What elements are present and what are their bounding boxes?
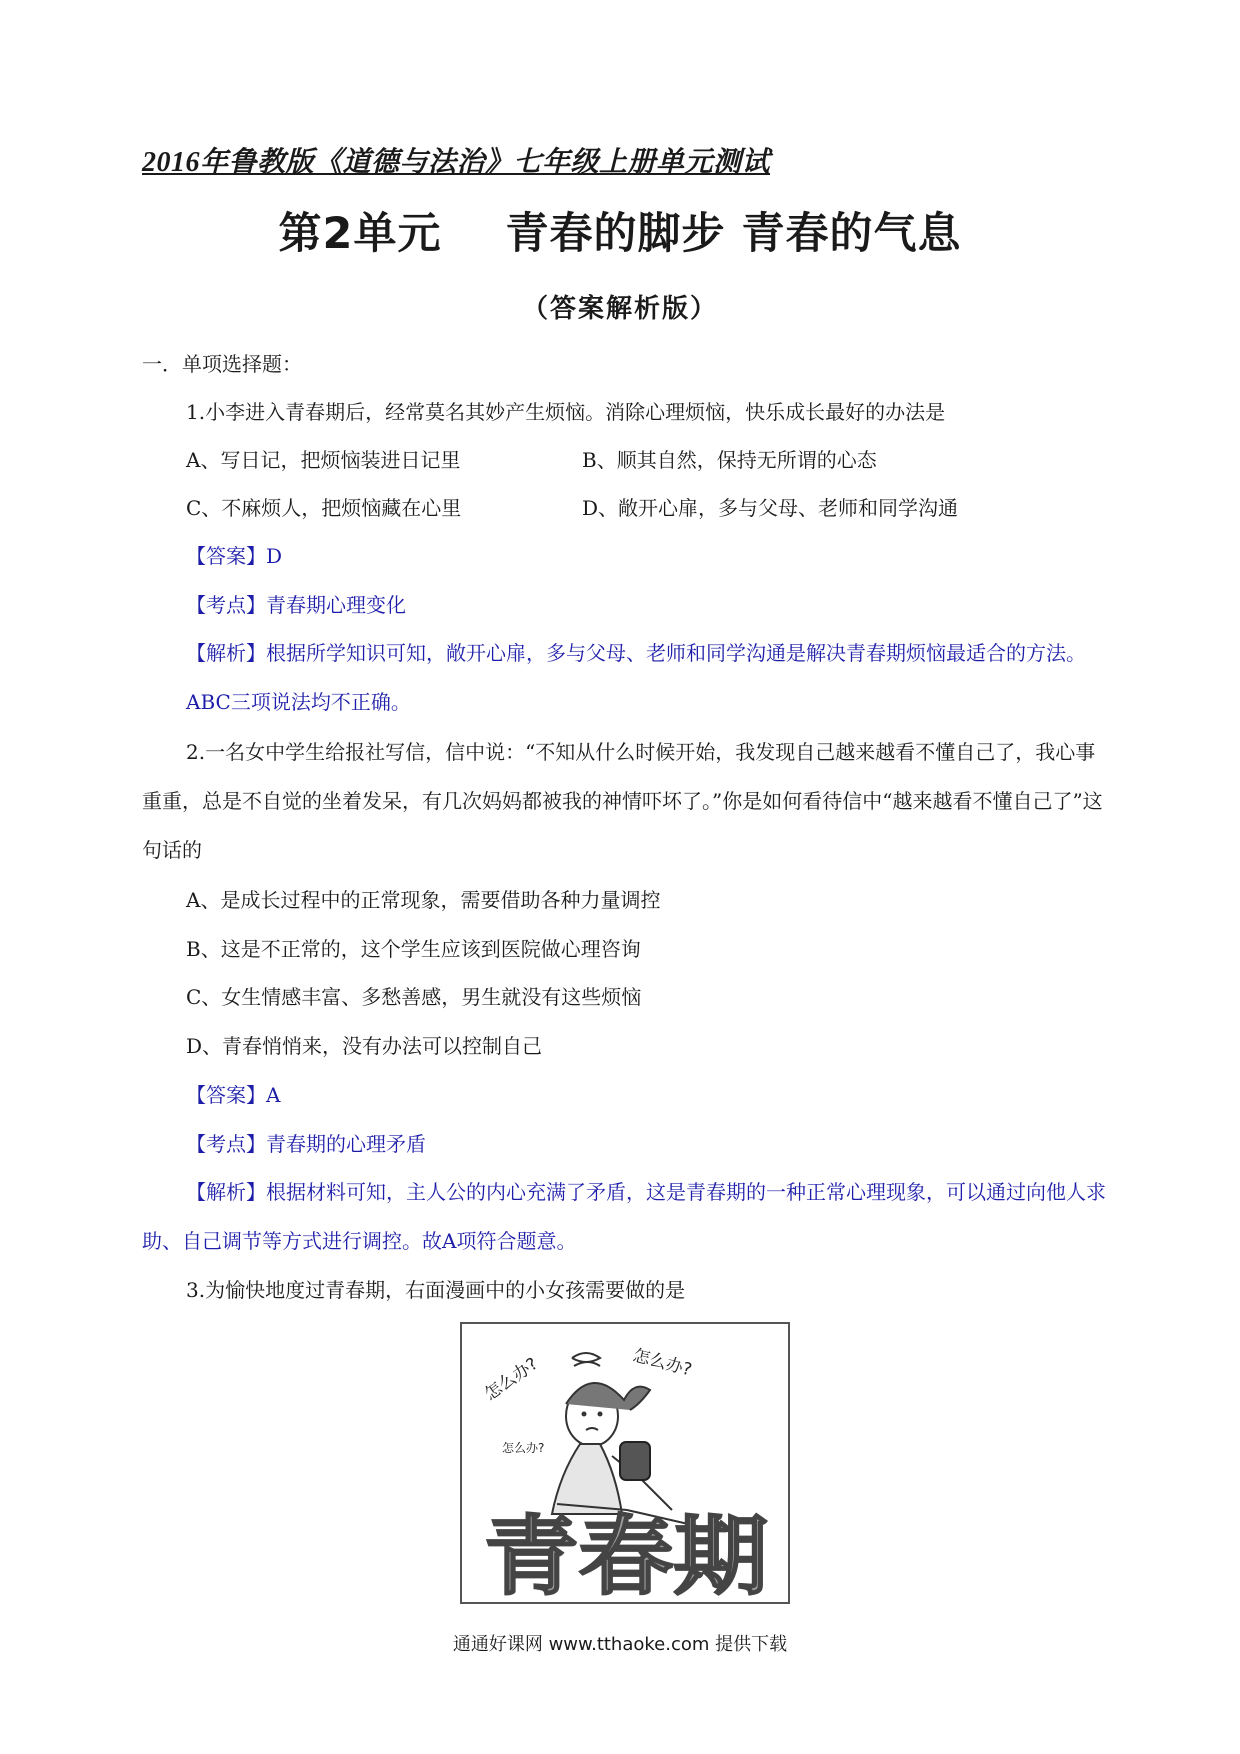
section-heading: 一．单项选择题：: [142, 352, 302, 376]
question-2-stem: 2.一名女中学生给报社写信，信中说：“不知从什么时候开始，我发现自己越来越看不懂自己了，我心事重重，总是不自觉的坐着发呆，有几次妈妈都被我的神情吓坏了。”你是如何看待信中“越来越看不懂自己了”这句话的: [142, 740, 1103, 862]
confusion-swirl-icon: [572, 1353, 600, 1366]
unit-name: 青春的脚步 青春的气息: [505, 209, 962, 259]
question-2-answer: 【答案】A: [186, 1083, 281, 1107]
question-1-option-c: C、不麻烦人，把烦恼藏在心里: [186, 496, 462, 520]
edition-label: （答案解析版）: [521, 294, 718, 324]
cartoon-image: [460, 1322, 790, 1604]
question-1-answer: 【答案】D: [186, 544, 283, 568]
cartoon-banner: 青春期: [484, 1507, 768, 1602]
question-1-stem: 1.小李进入青春期后，经常莫名其妙产生烦恼。消除心理烦恼，快乐成长最好的办法是: [186, 400, 946, 424]
question-1-analysis: 【解析】根据所学知识可知，敞开心扉，多与父母、老师和同学沟通是解决青春期烦恼最适合的方法。ABC三项说法均不正确。: [186, 641, 1086, 714]
question-2-analysis: 【解析】根据材料可知，主人公的内心充满了矛盾，这是青春期的一种正常心理现象，可以通过向他人求助、自己调节等方式进行调控。故A项符合题意。: [142, 1180, 1106, 1253]
cartoon-bubble-1: 怎么办?: [481, 1354, 542, 1405]
page-footer: 通通好课网 www.tthaoke.com 提供下载: [452, 1634, 788, 1655]
question-2-option-c: C、女生情感丰富、多愁善感，男生就没有这些烦恼: [186, 985, 642, 1009]
cartoon-bubble-3: 怎么办?: [502, 1441, 545, 1455]
question-2-option-b: B、这是不正常的，这个学生应该到医院做心理咨询: [186, 937, 641, 961]
cartoon-bubble-2: 怎么办?: [630, 1345, 694, 1381]
question-1-point: 【考点】青春期心理变化: [186, 593, 406, 617]
question-2-option-a: A、是成长过程中的正常现象，需要借助各种力量调控: [186, 888, 661, 912]
series-title: 2016年鲁教版《道德与法治》七年级上册单元测试: [142, 147, 771, 178]
question-1-option-d: D、敞开心扉，多与父母、老师和同学沟通: [582, 496, 959, 520]
question-3-stem: 3.为愉快地度过青春期，右面漫画中的小女孩需要做的是: [186, 1278, 686, 1302]
question-1-option-a: A、写日记，把烦恼装进日记里: [186, 448, 461, 472]
backpack-icon: [620, 1442, 650, 1480]
question-2-point: 【考点】青春期的心理矛盾: [186, 1132, 426, 1156]
question-1-option-b: B、顺其自然，保持无所谓的心态: [582, 448, 877, 472]
question-2-option-d: D、青春悄悄来，没有办法可以控制自己: [186, 1034, 543, 1058]
unit-title: [0, 200, 1240, 261]
cartoon-illustration: [462, 1324, 788, 1602]
unit-number: 第2单元: [278, 209, 442, 259]
